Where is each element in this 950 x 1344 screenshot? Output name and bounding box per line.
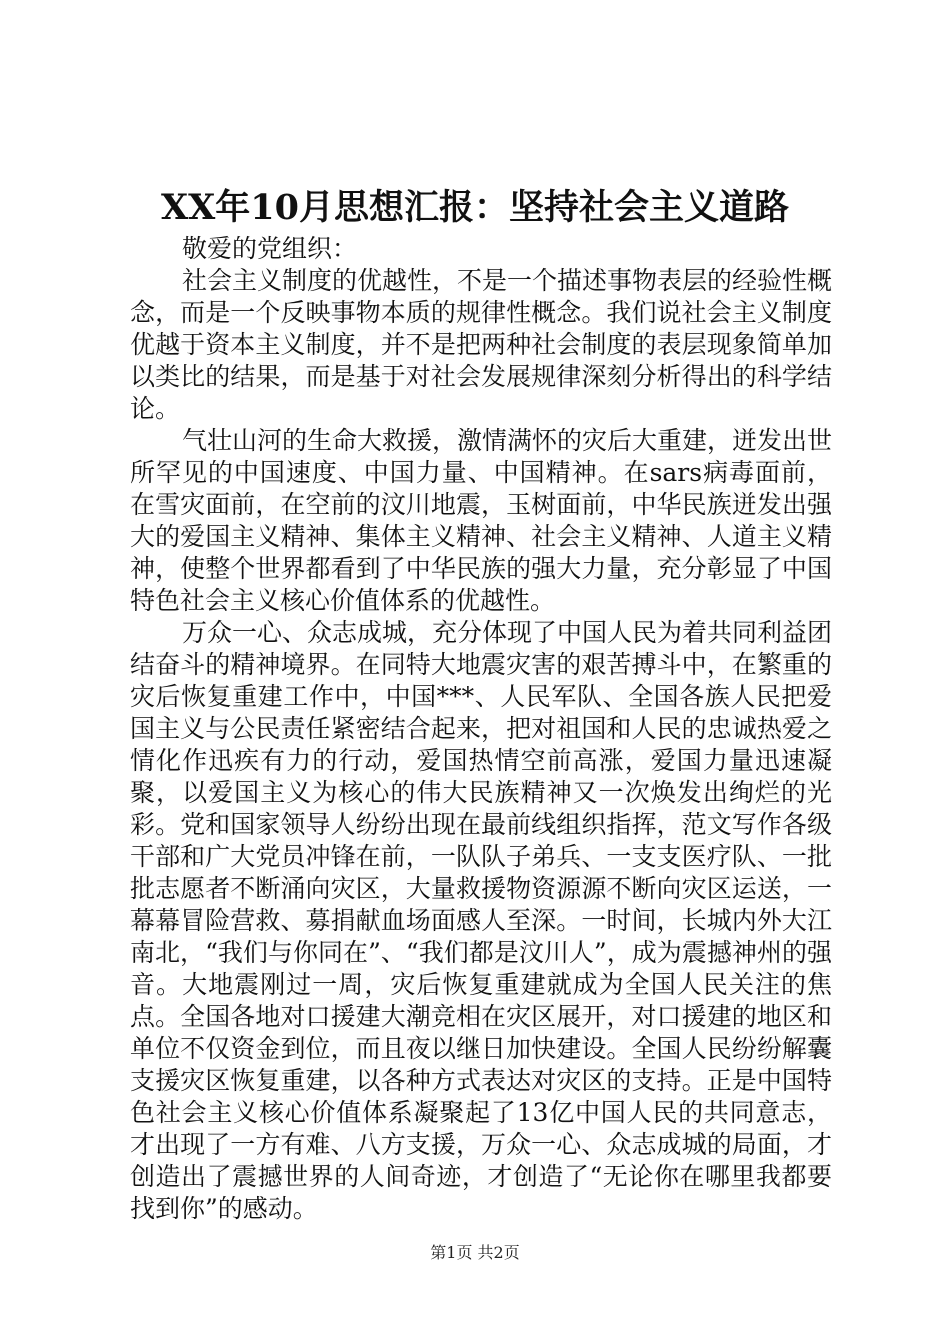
paragraph-2: 气壮山河的生命大救援，激情满怀的灾后大重建，迸发出世所罕见的中国速度、中国力量、中国精神。在sars病毒面前，在雪灾面前，在空前的汶川地震，玉树面前，中华民族迸发出强大的爱国主义精神、集体主义精神、社会主义精神、人道主义精神，使整个世界都看到了中华民族的强大力量，充分彰显了中国特色社会主义核心价值体系的优越性。 (130, 426, 833, 615)
document-title: XX年10月思想汇报：坚持社会主义道路 (160, 187, 790, 228)
salutation: 敬爱的党组织： (182, 234, 358, 263)
document-body (130, 233, 832, 1225)
paragraph-3: 万众一心、众志成城，充分体现了中国人民为着共同利益团结奋斗的精神境界。在同特大地震灾害的艰苦搏斗中，在繁重的灾后恢复重建工作中，中国***、人民军队、全国各族人民把爱国主义与公民责任紧密结合起来，把对祖国和人民的忠诚热爱之情化作迅疾有力的行动，爱国热情空前高涨，爱国力量迅速凝聚，以爱国主义为核心的伟大民族精神又一次焕发出绚烂的光彩。党和国家领导人纷纷出现在最前线组织指挥，范文写作各级干部和广大党员冲锋在前，一队队子弟兵、一支支医疗队、一批批志愿者不断涌向灾区，大量救援物资源源不断向灾区运送，一幕幕冒险营救、募捐献血场面感人至深。一时间，长城内外大江南北，“我们与你同在”、“我们都是汶川人”，成为震撼神州的强音。大地震刚过一周，灾后恢复重建就成为全国人民关注的焦点。全国各地对口援建大潮竞相在灾区展开，对口援建的地区和单位不仅资金到位，而且夜以继日加快建设。全国人民纷纷解囊支援灾区恢复重建，以各种方式表达对灾区的支持。正是中国特色社会主义核心价值体系凝聚起了13亿中国人民的共同意志，才出现了一方有难、八方支援，万众一心、众志成城的局面，才创造出了震撼世界的人间奇迹，才创造了“无论你在哪里我都要找到你”的感动。 (130, 618, 833, 1223)
paragraph-1: 社会主义制度的优越性，不是一个描述事物表层的经验性概念，而是一个反映事物本质的规律性概念。我们说社会主义制度优越于资本主义制度，并不是把两种社会制度的表层现象简单加以类比的结果，而是基于对社会发展规律深刻分析得出的科学结论。 (130, 266, 833, 423)
page-footer: 第1页 共2页 (430, 1243, 520, 1262)
